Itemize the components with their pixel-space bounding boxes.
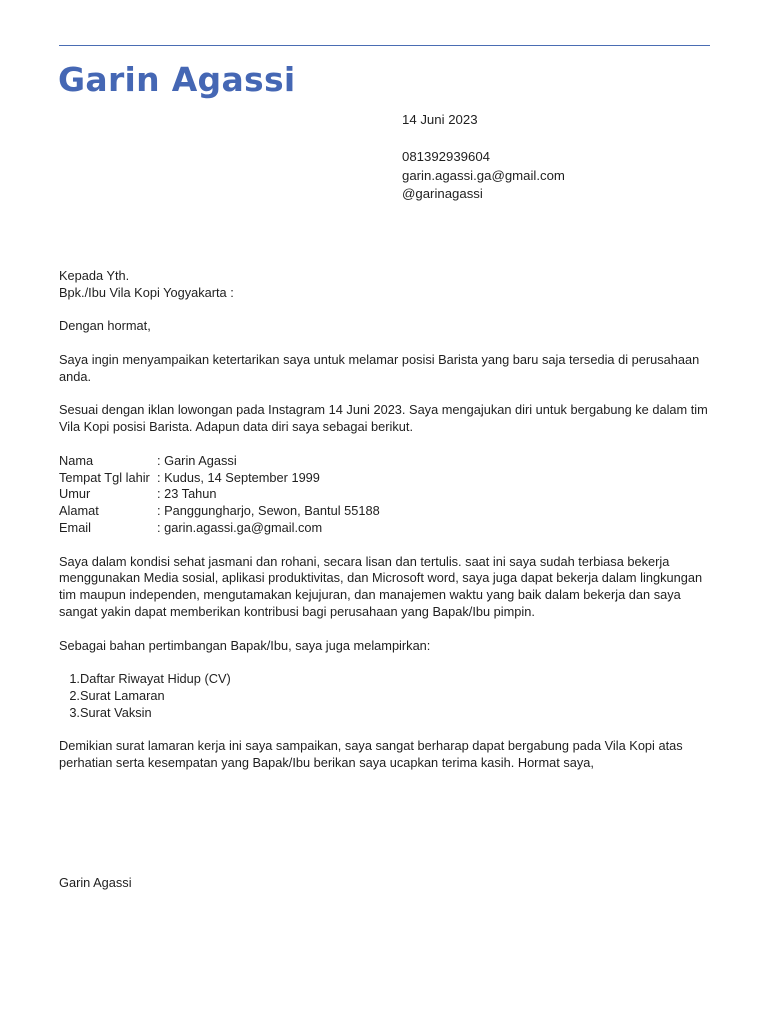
contact-phone: 081392939604 (402, 149, 491, 164)
intro-paragraph: Saya ingin menyampaikan ketertarikan saya untuk melamar posisi Barista yang baru saja tersedia di perusahaan anda. (59, 351, 700, 384)
list-item (59, 671, 719, 688)
list-item-text: Surat Lamaran (80, 687, 165, 703)
contact-email: garin.agassi.ga@gmail.com (402, 167, 565, 183)
identity-row (59, 503, 719, 520)
qualifications-paragraph: Saya dalam kondisi sehat jasmani dan rohani, secara lisan dan tertulis. saat ini saya sudah terbiasa bekerja menggunakan Media sosial, aplikasi produktivitas, dan Microsoft word, saya juga dapat bekerja dalam lingkungan tim maupun independen, mengutamakan kejujuran, dan manajemen waktu yang baik dalam bekerja dan saya sangat yakin dapat memberikan kontribusi bagi perusahaan yang Bapak/Ibu pimpin. (59, 553, 703, 619)
list-item (59, 705, 719, 722)
list-item (59, 688, 719, 705)
attachments-list (59, 671, 719, 721)
list-number: 1. (69, 671, 80, 687)
application-paragraph: Sesuai dengan iklan lowongan pada Instagram 14 Juni 2023. Saya mengajukan diri untuk bergabung ke dalam tim Vila Kopi posisi Barista. Adapun data diri saya sebagai berikut. (59, 402, 708, 435)
list-item-text: Surat Vaksin (80, 704, 152, 720)
header-divider (59, 45, 710, 46)
identity-value: : Panggungharjo, Sewon, Bantul 55188 (157, 503, 380, 519)
greeting: Dengan hormat, (59, 318, 151, 334)
attachments-intro: Sebagai bahan pertimbangan Bapak/Ibu, saya juga melampirkan: (59, 637, 431, 653)
identity-label: Umur (59, 486, 91, 502)
identity-value: : 23 Tahun (157, 486, 217, 502)
closing-paragraph: Demikian surat lamaran kerja ini saya sampaikan, saya sangat berharap dapat bergabung pada Vila Kopi atas perhatian serta kesempatan yang Bapak/Ibu berikan saya ucapkan terima kasih. Hormat saya, (59, 738, 683, 771)
identity-label: Alamat (59, 503, 99, 519)
identity-value: : garin.agassi.ga@gmail.com (157, 519, 323, 535)
list-number: 2. (69, 687, 80, 703)
contact-social-handle: @garinagassi (402, 186, 483, 201)
list-number: 3. (69, 704, 80, 720)
identity-value: : Garin Agassi (157, 452, 237, 468)
identity-row (59, 486, 719, 503)
identity-row (59, 520, 719, 537)
identity-value: : Kudus, 14 September 1999 (157, 469, 320, 485)
contact-block (402, 111, 565, 204)
identity-label: Nama (59, 452, 94, 468)
applicant-name-title: Garin Agassi (58, 60, 296, 99)
identity-label: Email (59, 519, 91, 535)
identity-row (59, 453, 719, 470)
list-item-text: Daftar Riwayat Hidup (CV) (80, 671, 231, 687)
recipient-line: Kepada Yth. (59, 268, 130, 283)
recipient-line: Bpk./Ibu Vila Kopi Yogyakarta : (59, 284, 234, 300)
identity-label: Tempat Tgl lahir (59, 469, 150, 485)
identity-table (59, 453, 719, 537)
letter-date: 14 Juni 2023 (402, 112, 478, 127)
letter-body (59, 268, 719, 772)
signature-name: Garin Agassi (59, 875, 132, 890)
identity-row (59, 470, 719, 487)
